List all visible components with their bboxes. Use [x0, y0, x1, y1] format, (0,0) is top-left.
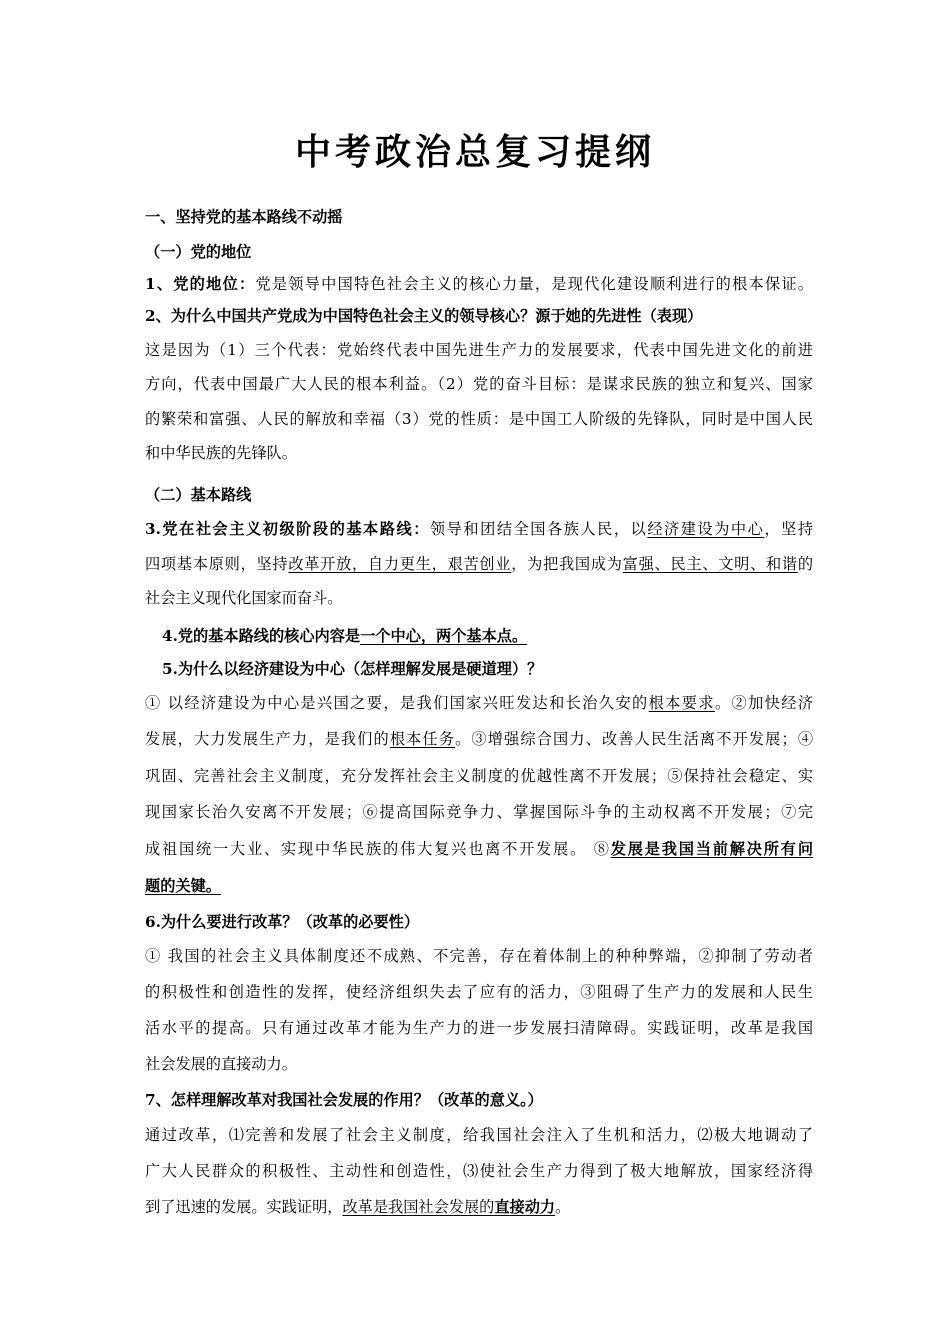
- text-run: 通过改革，⑴完善和发展了社会主义制度，给我国社会注入了生机和活力，⑵极大地调动了: [145, 1126, 813, 1144]
- bold-text: 7、怎样理解改革对我国社会发展的作用？（改革的意义。）: [145, 1091, 543, 1109]
- subsection-heading: [145, 484, 813, 506]
- text-run: 的繁荣和富强、人民的解放和幸福（3）党的性质：是中国工人阶级的先锋队，同时是中国人民: [145, 410, 813, 428]
- text-run: 方向，代表中国最广大人民的根本利益。（2）党的奋斗目标：是谋求民族的独立和复兴、国家: [145, 375, 813, 393]
- text-run: ，为把我国成为: [511, 555, 623, 573]
- underlined-text: 直接动力: [494, 1198, 556, 1216]
- text-run: 领导和团结全国各族人民，以: [429, 520, 648, 538]
- text-line: [145, 728, 813, 750]
- text-line: [145, 1089, 813, 1111]
- text-line: [145, 1017, 813, 1039]
- text-run: 到了迅速的发展。实践证明，: [145, 1198, 343, 1216]
- text-run: 的: [797, 555, 813, 573]
- text-line: [145, 553, 813, 575]
- bold-text: 5.为什么以经济建设为中心（怎样理解发展是硬道理）？: [162, 660, 543, 678]
- text-line: [145, 981, 813, 1003]
- section-heading: [145, 206, 813, 228]
- underlined-text: 一个中心，两个基本点。: [360, 627, 528, 645]
- text-line: [145, 373, 813, 395]
- subsection-heading: [145, 241, 813, 263]
- text-run: 。③增强综合国力、改善人民生活离不开发展；④: [455, 730, 813, 748]
- text-run: 和中华民族的先锋队。: [145, 444, 297, 462]
- bold-text: 4.党的基本路线的核心内容是: [162, 627, 361, 645]
- text-line: [145, 692, 813, 714]
- text-run: 成祖国统一大业、实现中华民族的伟大复兴也离不开发展。 ⑧: [145, 840, 611, 858]
- text-run: 广大人民群众的积极性、主动性和创造性，⑶使社会生产力得到了极大地解放，国家经济得: [145, 1162, 813, 1180]
- text-run: 社会发展的直接动力。: [145, 1055, 297, 1073]
- text-line: [145, 1196, 813, 1218]
- text-run: ① 我国的社会主义具体制度还不成熟、不完善，存在着体制上的种种弊端，②抑制了劳动者: [145, 947, 813, 965]
- text-run: 。: [555, 1198, 571, 1216]
- text-line: [145, 518, 813, 540]
- text-line: [145, 875, 813, 897]
- text-run: 四项基本原则，坚持: [145, 555, 289, 573]
- text-line: [145, 911, 813, 933]
- underlined-text: 根本任务: [389, 730, 456, 748]
- underlined-text: 根本要求: [648, 694, 715, 712]
- underlined-text: 经济建设为中心: [647, 520, 765, 538]
- underlined-text: 题的关键。: [145, 877, 221, 895]
- text-line: [145, 945, 813, 967]
- text-line: [145, 587, 813, 609]
- text-run: ，坚持: [764, 520, 813, 538]
- text-line: [145, 1160, 813, 1182]
- text-line: [162, 658, 813, 680]
- bold-text: （一）党的地位: [145, 243, 252, 261]
- text-line: [145, 765, 813, 787]
- text-run: 巩固、完善社会主义制度，充分发挥社会主义制度的优越性离不开发展；⑤保持社会稳定、实: [145, 767, 813, 785]
- bold-text: 2、为什么中国共产党成为中国特色社会主义的领导核心？源于她的先进性（表现）: [145, 307, 703, 325]
- text-run: ① 以经济建设为中心是兴国之要，是我们国家兴旺发达和长治久安的: [145, 694, 649, 712]
- bold-text: 1、党的地位：: [145, 275, 256, 293]
- text-line: [145, 339, 813, 361]
- text-run: 活水平的提高。只有通过改革才能为生产力的进一步发展扫清障碍。实践证明，改革是我国: [145, 1019, 813, 1037]
- underlined-text: 富强、民主、文明、和谐: [622, 555, 798, 573]
- text-line: [162, 625, 813, 647]
- underlined-text: 发展是我国当前解决所有问: [610, 840, 813, 858]
- bold-text: 一、坚持党的基本路线不动摇: [145, 208, 343, 226]
- text-run: 党是领导中国特色社会主义的核心力量，是现代化建设顺利进行的根本保证。: [255, 275, 813, 293]
- text-run: 社会主义现代化国家而奋斗。: [145, 589, 343, 607]
- text-run: 现国家长治久安离不开发展；⑥提高国际竞争力、掌握国际斗争的主动权离不开发展；⑦完: [145, 803, 813, 821]
- text-run: 。②加快经济: [714, 694, 813, 712]
- bold-text: 6.为什么要进行改革？（改革的必要性）: [145, 913, 420, 931]
- text-line: [145, 1124, 813, 1146]
- text-line: [145, 442, 813, 464]
- text-line: [145, 801, 813, 823]
- underlined-text: 改革是我国社会发展的: [342, 1198, 495, 1216]
- text-run: 发展，大力发展生产力，是我们的: [145, 730, 390, 748]
- text-run: 这是因为（1）三个代表：党始终代表中国先进生产力的发展要求，代表中国先进文化的前进: [145, 341, 813, 359]
- text-line: [145, 1053, 813, 1075]
- page-title: 中考政治总复习提纲: [294, 131, 655, 173]
- text-line: [145, 838, 813, 860]
- bold-text: 3.党在社会主义初级阶段的基本路线：: [145, 520, 430, 538]
- text-line: [145, 408, 813, 430]
- text-run: 的积极性和创造性的发挥，使经济组织失去了应有的活力，③阻碍了生产力的发展和人民生: [145, 983, 813, 1001]
- text-line: [145, 273, 813, 295]
- text-line: [145, 305, 813, 327]
- bold-text: （二）基本路线: [145, 486, 252, 504]
- underlined-text: 改革开放，自力更生，艰苦创业: [288, 555, 512, 573]
